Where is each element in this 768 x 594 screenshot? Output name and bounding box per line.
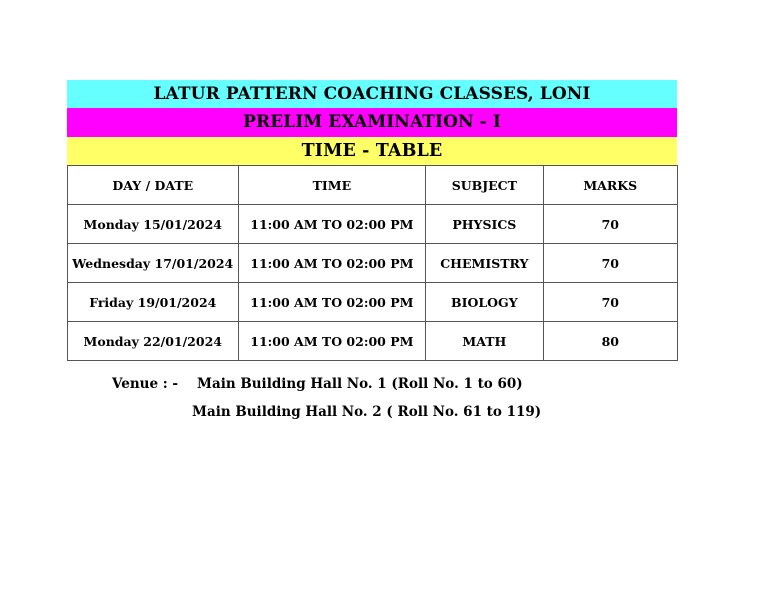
cell-marks: 70 — [543, 205, 677, 244]
cell-time: 11:00 AM TO 02:00 PM — [238, 283, 426, 322]
timetable-banner: TIME - TABLE — [67, 137, 677, 165]
cell-marks: 70 — [543, 244, 677, 283]
timetable-sheet — [67, 80, 677, 361]
header-subject: SUBJECT — [426, 166, 543, 205]
table-row — [68, 322, 678, 361]
cell-subject: CHEMISTRY — [426, 244, 543, 283]
venue-label: Venue : - — [112, 376, 179, 392]
cell-subject: MATH — [426, 322, 543, 361]
cell-subject: BIOLOGY — [426, 283, 543, 322]
header-marks: MARKS — [543, 166, 677, 205]
header-time: TIME — [238, 166, 426, 205]
table-header-row — [68, 166, 678, 205]
cell-day-date: Wednesday 17/01/2024 — [68, 244, 239, 283]
table-row — [68, 205, 678, 244]
exam-banner: PRELIM EXAMINATION - I — [67, 108, 677, 137]
institute-banner: LATUR PATTERN COACHING CLASSES, LONI — [67, 80, 677, 108]
cell-marks: 80 — [543, 322, 677, 361]
venue-hall-2: Main Building Hall No. 2 ( Roll No. 61 to 119) — [192, 404, 542, 420]
header-day-date: DAY / DATE — [68, 166, 239, 205]
table-row — [68, 244, 678, 283]
cell-time: 11:00 AM TO 02:00 PM — [238, 244, 426, 283]
table-row — [68, 283, 678, 322]
cell-subject: PHYSICS — [426, 205, 543, 244]
timetable-table — [67, 165, 678, 361]
venue-hall-1: Main Building Hall No. 1 (Roll No. 1 to 60) — [197, 376, 523, 392]
cell-marks: 70 — [543, 283, 677, 322]
cell-time: 11:00 AM TO 02:00 PM — [238, 205, 426, 244]
cell-time: 11:00 AM TO 02:00 PM — [238, 322, 426, 361]
cell-day-date: Friday 19/01/2024 — [68, 283, 239, 322]
cell-day-date: Monday 15/01/2024 — [68, 205, 239, 244]
cell-day-date: Monday 22/01/2024 — [68, 322, 239, 361]
